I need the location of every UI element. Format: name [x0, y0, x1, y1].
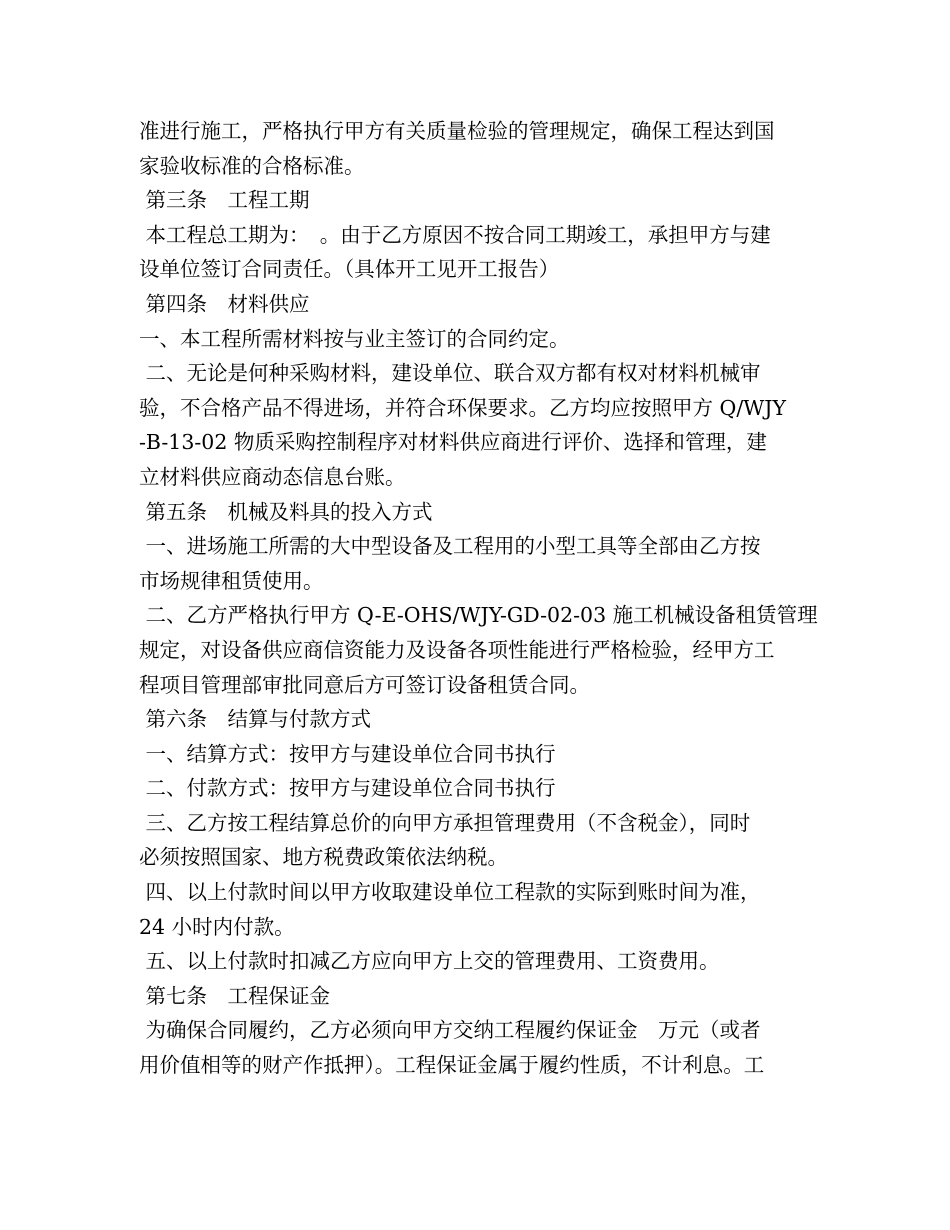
- text-line: 立材料供应商动态信息台账。: [139, 464, 406, 489]
- text-line: 准进行施工，严格执行甲方有关质量检验的管理规定，确保工程达到国: [139, 119, 775, 143]
- text-line: 四、以上付款时间以甲方收取建设单位工程款的实际到账时间为准，: [139, 880, 761, 905]
- text-line: 市场规律租赁使用。: [139, 568, 324, 593]
- text-line: 设单位签订合同责任。（具体开工见开工报告）: [139, 257, 560, 282]
- text-line: 必须按照国家、地方税费政策依法纳税。: [139, 845, 508, 870]
- text-line: 一、进场施工所需的大中型设备及工程用的小型工具等全部由乙方按: [139, 534, 761, 559]
- text-line: 三、乙方按工程结算总价的向甲方承担管理费用（不含税金），同时: [139, 810, 751, 835]
- text-line: 一、结算方式：按甲方与建设单位合同书执行: [139, 741, 556, 766]
- text-line: 家验收标准的合格标准。: [139, 153, 365, 178]
- text-line: 为确保合同履约，乙方必须向甲方交纳工程履约保证金 万元（或者: [139, 1018, 761, 1043]
- text-line: 程项目管理部审批同意后方可签订设备租赁合同。: [139, 672, 590, 697]
- section-heading: 第五条 机械及料具的投入方式: [139, 499, 433, 524]
- text-line: 五、以上付款时扣减乙方应向甲方上交的管理费用、工资费用。: [139, 949, 720, 974]
- text-line: 规定，对设备供应商信资能力及设备各项性能进行严格检验，经甲方工: [139, 637, 775, 662]
- text-line: 用价值相等的财产作抵押）。工程保证金属于履约性质，不计利息。工: [139, 1053, 765, 1078]
- text-line: 24 小时内付款。: [139, 914, 295, 939]
- text-line: 验，不合格产品不得进场，并符合环保要求。乙方均应按照甲方 Q/WJY: [139, 395, 787, 420]
- text-line: 本工程总工期为： 。由于乙方原因不按合同工期竣工，承担甲方与建: [139, 222, 771, 247]
- text-line: 二、无论是何种采购材料，建设单位、联合双方都有权对材料机械审: [139, 361, 761, 386]
- text-line: 一、本工程所需材料按与业主签订的合同约定。: [139, 326, 570, 351]
- document-body: [139, 114, 839, 1083]
- section-heading: 第六条 结算与付款方式: [139, 707, 372, 732]
- section-heading: 第四条 材料供应: [139, 291, 310, 316]
- text-line: 二、付款方式：按甲方与建设单位合同书执行: [139, 776, 556, 801]
- section-heading: 第七条 工程保证金: [139, 983, 331, 1008]
- text-line: 二、乙方严格执行甲方 Q-E-OHS/WJY-GD-02-03 施工机械设备租赁管理: [139, 603, 818, 628]
- section-heading: 第三条 工程工期: [139, 188, 310, 213]
- text-line: -B-13-02 物质采购控制程序对材料供应商进行评价、选择和管理，建: [139, 430, 767, 455]
